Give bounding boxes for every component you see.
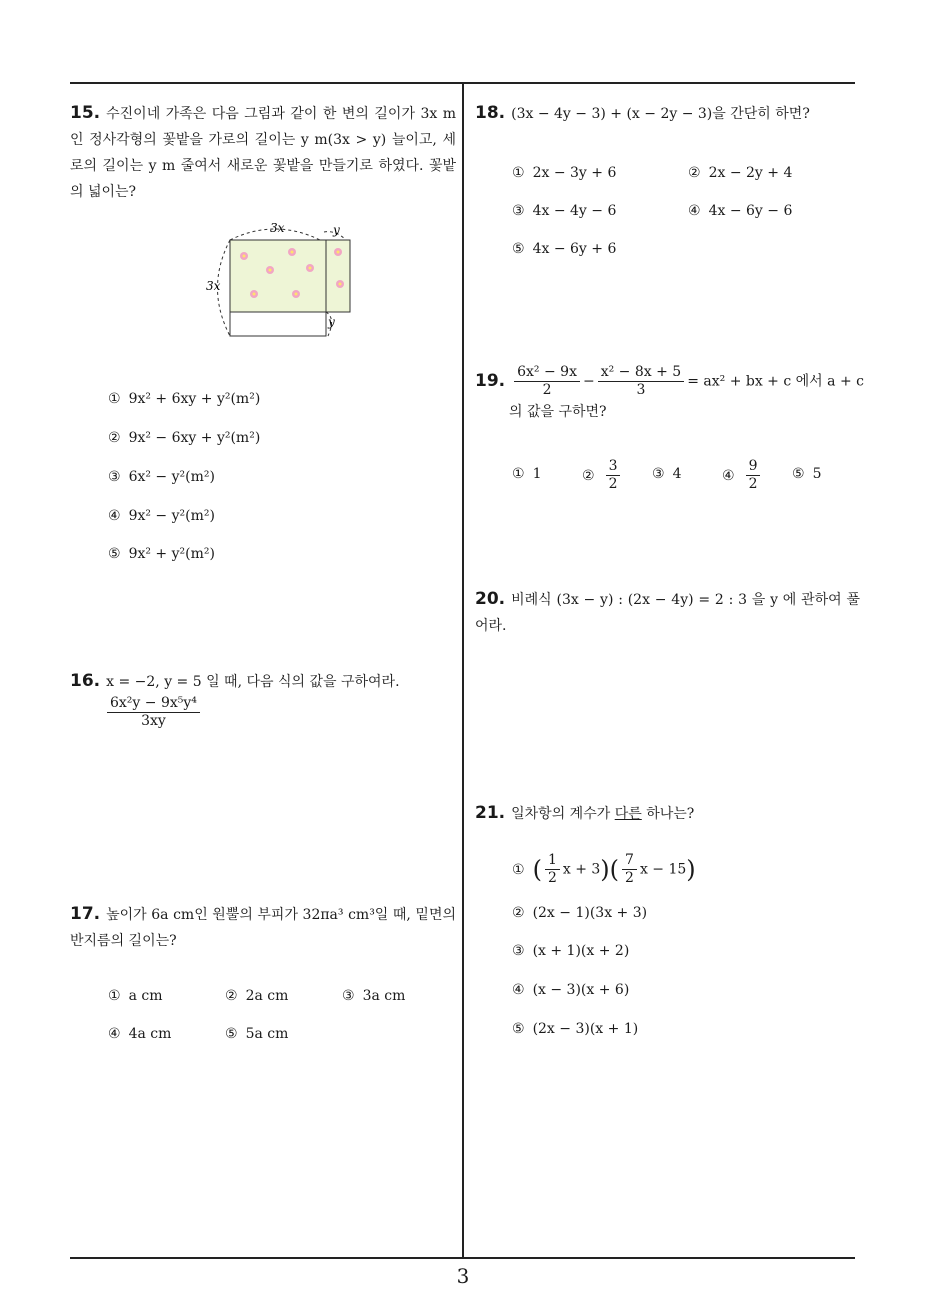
q17-option-4[interactable]: ④ 4a cm (108, 1026, 172, 1042)
question-number: 17. (70, 904, 101, 924)
q15-option-4[interactable]: ④ 9x² − y²(m²) (108, 508, 215, 524)
q19-option-1[interactable]: ① 1 (512, 466, 542, 482)
q18-option-3[interactable]: ③ 4x − 4y − 6 (512, 203, 617, 219)
figure-label-left: 3x (206, 279, 221, 293)
q19-fraction-2: $\frac{\text{x² − 8x + 5}}{3}$ (598, 364, 684, 399)
q19-fraction-1: $\frac{\text{6x² − 9x}}{2}$ (514, 364, 580, 399)
figure-label-top: 3x (270, 221, 285, 235)
q18-option-2[interactable]: ② 2x − 2y + 4 (688, 165, 793, 181)
q17-option-1[interactable]: ① a cm (108, 988, 163, 1004)
column-divider (462, 82, 464, 1259)
q19-option-4[interactable]: ④ $\frac{9}{2}$ (722, 458, 763, 493)
question-20: 20. 비례식 (3x − y) : (2x − 4y) = 2 : 3 을 y 에 관하여 풀어라. (475, 589, 860, 634)
question-19: 19. $\frac{\text{6x² − 9x}}{2}$ − $\frac{\text{x² − 8x + 5}}{3}$ = ax² + bx + c 에서 a + c 의 값을 구하면? (475, 364, 864, 420)
q17-option-2[interactable]: ② 2a cm (225, 988, 289, 1004)
figure-label-right-bottom: y (328, 315, 335, 329)
q18-option-5[interactable]: ⑤ 4x − 6y + 6 (512, 241, 617, 257)
question-number: 18. (475, 103, 506, 123)
q19-option-5[interactable]: ⑤ 5 (792, 466, 822, 482)
q21-option-1[interactable]: ① ( $\frac{1}{2}$ x + 3)( $\frac{7}{2}$ x − 15) (512, 852, 696, 886)
q21-option-5[interactable]: ⑤ (2x − 3)(x + 1) (512, 1021, 639, 1037)
q16-expression: $\frac{\text{6x²y − 9x⁵y⁴}}{3xy}$ (107, 695, 200, 730)
question-number: 15. (70, 103, 101, 123)
question-15 (70, 100, 456, 205)
q21-option-3[interactable]: ③ (x + 1)(x + 2) (512, 943, 630, 959)
question-number: 21. (475, 803, 506, 823)
q17-option-5[interactable]: ⑤ 5a cm (225, 1026, 289, 1042)
q19-option-2[interactable]: ② $\frac{3}{2}$ (582, 458, 623, 493)
figure-label-right-top: y (333, 223, 340, 237)
q15-option-5[interactable]: ⑤ 9x² + y²(m²) (108, 546, 215, 562)
page-number: 3 (456, 1264, 470, 1288)
flowerbed-figure (200, 218, 360, 343)
q19-option-3[interactable]: ③ 4 (652, 466, 682, 482)
question-16: 16. x = −2, y = 5 일 때, 다음 식의 값을 구하여라. $\frac{\text{6x²y − 9x⁵y⁴}}{3xy}$ (70, 671, 400, 729)
question-number: 16. (70, 671, 101, 691)
question-number: 19. (475, 370, 506, 391)
q21-option-4[interactable]: ④ (x − 3)(x + 6) (512, 982, 630, 998)
question-21: 21. 일차항의 계수가 다른 하나는? (475, 803, 695, 823)
q18-option-4[interactable]: ④ 4x − 6y − 6 (688, 203, 793, 219)
q15-option-3[interactable]: ③ 6x² − y²(m²) (108, 469, 215, 485)
question-number: 20. (475, 589, 506, 609)
underlined-word: 다른 (614, 806, 642, 822)
q18-option-1[interactable]: ① 2x − 3y + 6 (512, 165, 617, 181)
q17-option-3[interactable]: ③ 3a cm (342, 988, 406, 1004)
question-17: 17. 높이가 6a cm인 원뿔의 부피가 32πa³ cm³일 때, 밑면의 반지름의 길이는? (70, 904, 456, 949)
q15-option-2[interactable]: ② 9x² − 6xy + y²(m²) (108, 430, 261, 446)
q15-option-1[interactable]: ① 9x² + 6xy + y²(m²) (108, 391, 261, 407)
question-18: 18. (3x − 4y − 3) + (x − 2y − 3)을 간단히 하면? (475, 103, 810, 123)
question-15-text: 15. 수진이네 가족은 다음 그림과 같이 한 변의 길이가 3x m 인 정사각형의 꽃밭을 가로의 길이는 y m(3x > y) 늘이고, 세로의 길이는 y m 줄여서 새로운 꽃밭을 만들기로 하였다. 꽃밭의 넓이는? (70, 103, 456, 200)
q21-option-2[interactable]: ② (2x − 1)(3x + 3) (512, 905, 648, 921)
